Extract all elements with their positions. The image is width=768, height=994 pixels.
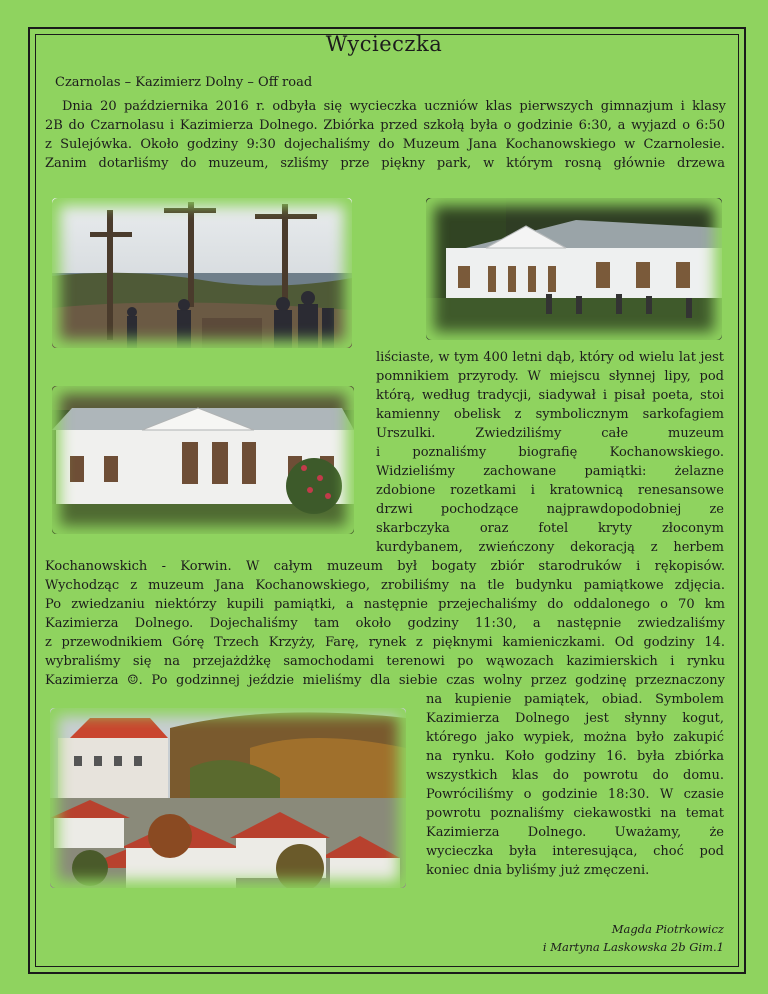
text-line: Widzieliśmy zachowane pamiątki: żelazne: [376, 464, 724, 479]
text-line: kamienny obelisk z symbolicznym sarkofagiem: [376, 407, 724, 422]
text-line: wszystkich klas do powrotu do domu.: [426, 768, 724, 783]
text-line: Zanim dotarliśmy do muzeum, szliśmy prze piękny park, w którym rosną głównie drzewa: [45, 156, 725, 171]
text-line: Powróciliśmy o godzinie 18:30. W czasie: [426, 787, 724, 802]
text-line: Po zwiedzaniu niektórzy kupili pamiątki, a następnie przejechaliśmy do oddalonego o 70 km: [45, 597, 725, 612]
text-line: Urszulki. Zwiedziliśmy całe muzeum: [376, 426, 724, 441]
text-line: wycieczka była interesująca, choć pod: [426, 844, 724, 859]
three-crosses-hill-photo: [52, 198, 352, 348]
text-line: Wychodząc z muzeum Jana Kochanowskiego, zrobiliśmy na tle budynku pamiątkowe zdjęcia.: [45, 578, 725, 593]
text-line: kurdybanem, zwieńczony dekoracją z herbem: [376, 540, 724, 555]
text-line: Kazimierza ☺. Po godzinnej jeździe mieliśmy dla siebie czas wolny przez godzinę przeznaczony: [45, 673, 725, 688]
subtitle: Czarnolas – Kazimierz Dolny – Off road: [55, 75, 313, 90]
text-line: koniec dnia byliśmy już zmęczeni.: [426, 863, 650, 878]
text-line: Kochanowskich - Korwin. W całym muzeum był bogaty zbiór starodruków i rękopisów.: [45, 559, 725, 574]
text-line: powrotu poznaliśmy ciekawostki na temat: [426, 806, 724, 821]
author-line-1: Magda Piotrkowicz: [611, 922, 724, 936]
text-line: wybraliśmy się na przejażdżkę samochodami terenowi po wąwozach kazimierskich i rynku: [45, 654, 725, 669]
text-line: na rynku. Koło godziny 16. była zbiórka: [426, 749, 724, 764]
text-line: którą, według tradycji, siadywał i pisał poeta, stoi: [376, 388, 724, 403]
text-line: drzwi pochodzące najprawdopodobniej ze: [376, 502, 724, 517]
page-title: Wycieczka: [325, 32, 443, 56]
museum-building-photo: [426, 198, 722, 340]
text-line: Kazimierza Dolnego. Uważamy, że: [426, 825, 724, 840]
text-line: na kupienie pamiątek, obiad. Symbolem: [426, 692, 724, 707]
text-line: pomnikiem przyrody. W miejscu słynnej lipy, pod: [376, 369, 724, 384]
museum-manor-photo: [52, 386, 354, 534]
author-line-2: i Martyna Laskowska 2b Gim.1: [542, 940, 724, 954]
text-line: Dnia 20 października 2016 r. odbyła się wycieczka uczniów klas pierwszych gimnazjum i klasy: [62, 99, 726, 114]
text-line: i poznaliśmy biografię Kochanowskiego.: [376, 445, 724, 460]
text-line: którego jako wypiek, można było zakupić: [426, 730, 724, 745]
text-line: zdobione rozetkami i kratownicą renesansowe: [376, 483, 724, 498]
text-line: skarbczyka oraz fotel kryty złoconym: [376, 521, 724, 536]
text-line: Kazimierza Dolnego jest słynny kogut,: [426, 711, 724, 726]
text-line: z Sulejówka. Około godziny 9:30 dojechaliśmy do Muzeum Jana Kochanowskiego w Czarnolesie.: [45, 137, 725, 152]
text-line: liściaste, w tym 400 letni dąb, który od wielu lat jest: [376, 350, 724, 365]
text-line: 2B do Czarnolasu i Kazimierza Dolnego. Zbiórka przed szkołą była o godzinie 6:30, a wyjazd o 6:50: [45, 118, 725, 133]
kazimierz-town-photo: [50, 708, 406, 888]
text-line: Kazimierza Dolnego. Dojechaliśmy tam około godziny 11:30, a następnie zwiedzaliśmy: [45, 616, 725, 631]
text-line: z przewodnikiem Górę Trzech Krzyży, Farę, rynek z pięknymi kamieniczkami. Od godziny 14.: [45, 635, 725, 650]
